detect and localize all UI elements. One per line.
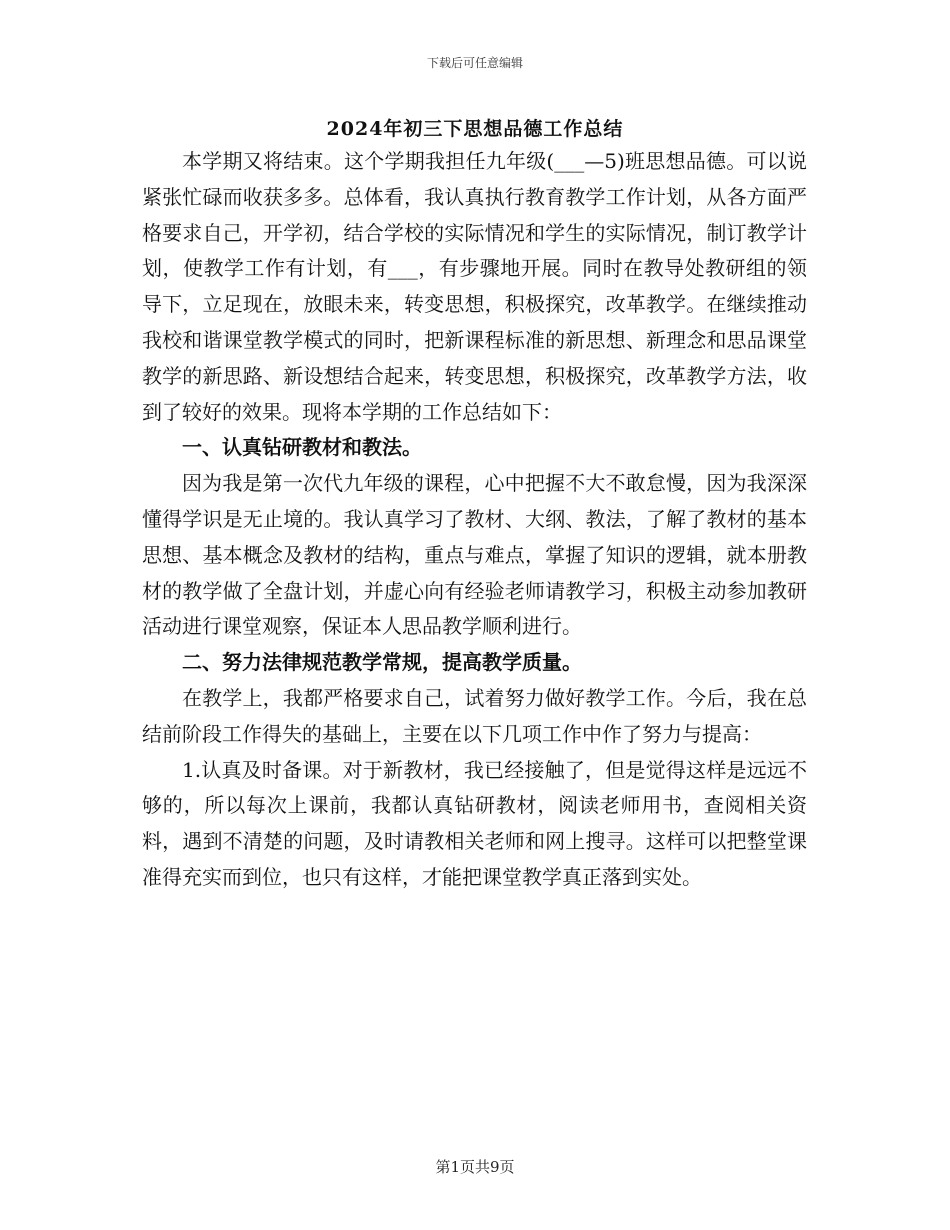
- document-title: 2024年初三下思想品德工作总结: [326, 118, 624, 140]
- page-footer: 第1页共9页: [435, 1158, 515, 1176]
- paragraph-section-2: 在教学上，我都严格要求自己，试着努力做好教学工作。今后，我在总结前阶段工作得失的基础上，主要在以下几项工作中作了努力与提高：: [142, 685, 807, 746]
- header-note: 下载后可任意编辑: [426, 56, 523, 70]
- paragraph-item-1: 1.认真及时备课。对于新教材，我已经接触了，但是觉得这样是远远不够的，所以每次上课前，我都认真钻研教材，阅读老师用书，查阅相关资料，遇到不清楚的问题，及时请教相关老师和网上搜寻。这样可以把整堂课准得充实而到位，也只有这样，才能把课堂教学真正落到实处。: [142, 757, 807, 889]
- paragraph-intro: 本学期又将结束。这个学期我担任九年级(___—5)班思想品德。可以说紧张忙碌而收获多多。总体看，我认真执行教育教学工作计划，从各方面严格要求自己，开学初，结合学校的实际情况和学生的实际情况，制订教学计划，使教学工作有计划，有___，有步骤地开展。同时在教导处教研组的领导下，立足现在，放眼未来，转变思想，积极探究，改革教学。在继续推动我校和谐课堂教学模式的同时，把新课程标准的新思想、新理念和思品课堂教学的新思路、新设想结合起来，转变思想，积极探究，改革教学方法，收到了较好的效果。现将本学期的工作总结如下：: [142, 149, 807, 424]
- document-body: [142, 144, 807, 896]
- section-heading-2: 二、努力法律规范教学常规，提高教学质量。: [182, 650, 582, 675]
- section-heading-1: 一、认真钻研教材和教法。: [182, 435, 422, 460]
- paragraph-section-1: 因为我是第一次代九年级的课程，心中把握不大不敢怠慢，因为我深深懂得学识是无止境的。我认真学习了教材、大纲、教法，了解了教材的基本思想、基本概念及教材的结构，重点与难点，掌握了知识的逻辑，就本册教材的教学做了全盘计划，并虚心向有经验老师请教学习，积极主动参加教研活动进行课堂观察，保证本人思品教学顺利进行。: [142, 471, 807, 639]
